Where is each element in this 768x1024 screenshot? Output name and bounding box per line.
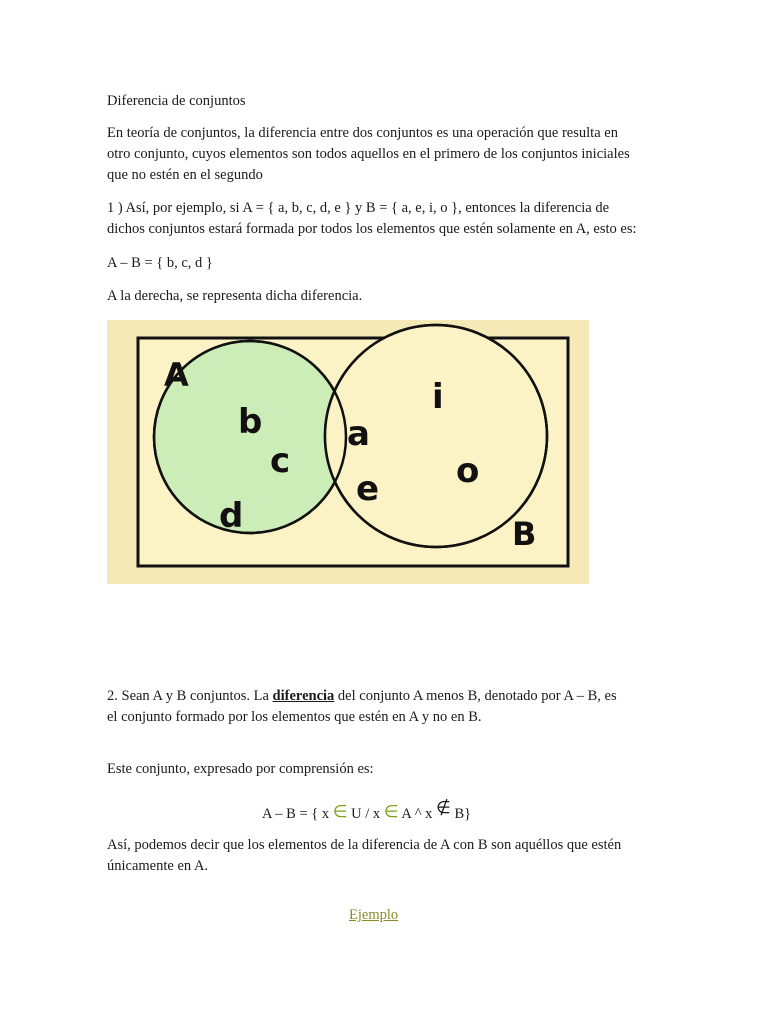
intro-paragraph <box>107 123 647 186</box>
example-line: 1 ) Así, por ejemplo, si A = { a, b, c, d, e } y B = { a, e, i, o }, entonces la diferencia de <box>107 200 610 216</box>
formula-part: A – B = { x <box>262 806 333 822</box>
example-link[interactable]: Ejemplo <box>349 907 399 923</box>
comprehension-intro: Este conjunto, expresado por comprensión es: <box>107 761 374 777</box>
conclusion-paragraph <box>107 835 647 877</box>
set-b-label: B <box>512 515 537 553</box>
diagram-caption: A la derecha, se representa dicha diferencia. <box>107 288 363 304</box>
set-a-label: A <box>164 356 189 394</box>
conclusion-line: únicamente en A. <box>107 858 209 874</box>
section2-line2: el conjunto formado por los elementos que estén en A y no en B. <box>107 709 482 725</box>
element-a: a <box>347 414 370 454</box>
intro-line: otro conjunto, cuyos elementos son todos aquellos en el primero de los conjuntos iniciales <box>107 146 630 162</box>
element-i: i <box>432 377 444 417</box>
element-d: d <box>219 496 244 536</box>
example-paragraph <box>107 198 647 240</box>
element-of-icon: ∈ <box>332 802 348 822</box>
example-line: dichos conjuntos estará formada por todos los elementos que estén solamente en A, esto es: <box>107 221 637 237</box>
element-of-icon: ∈ <box>383 802 399 822</box>
set-difference-formula <box>262 798 471 825</box>
section2-paragraph <box>107 686 647 728</box>
formula-part: U / x <box>347 806 384 822</box>
section2-prefix: 2. Sean A y B conjuntos. La <box>107 688 273 704</box>
element-o: o <box>456 451 480 491</box>
element-e: e <box>356 469 380 509</box>
formula-part: B} <box>450 806 472 822</box>
page-title: Diferencia de conjuntos <box>107 93 246 109</box>
not-element-of-icon: ∉ <box>436 798 451 818</box>
definition-term: diferencia <box>272 688 335 704</box>
result-line: A – B = { b, c, d } <box>107 255 213 271</box>
conclusion-line: Así, podemos decir que los elementos de la diferencia de A con B son aquéllos que estén <box>107 837 622 853</box>
element-c: c <box>270 441 291 481</box>
intro-line: En teoría de conjuntos, la diferencia entre dos conjuntos es una operación que resulta en <box>107 125 618 141</box>
section2-suffix: del conjunto A menos B, denotado por A – B, es <box>334 688 617 704</box>
element-b: b <box>238 402 263 442</box>
formula-part: A ^ x <box>398 806 437 822</box>
venn-diagram <box>107 320 589 584</box>
intro-line: que no estén en el segundo <box>107 167 263 183</box>
